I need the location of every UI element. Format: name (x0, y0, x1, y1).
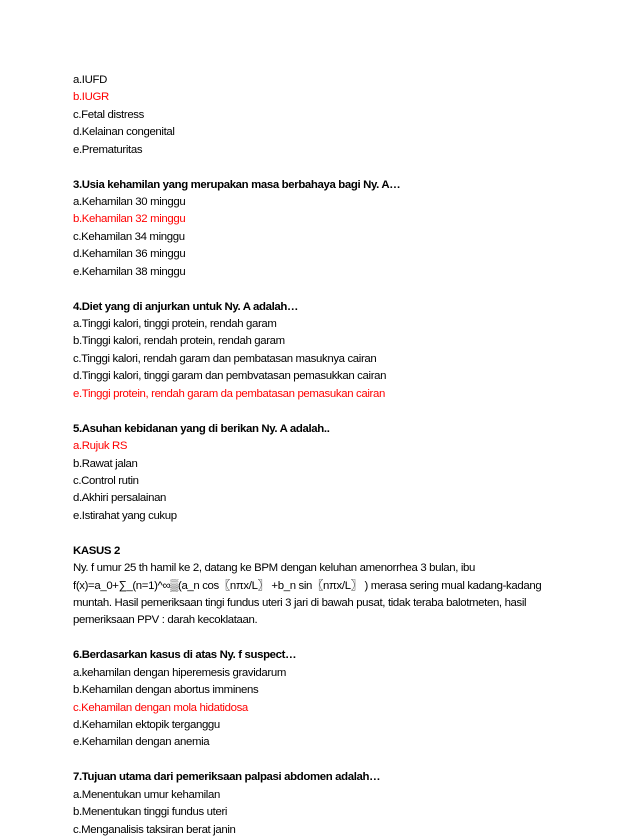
case-2-title: KASUS 2 (73, 544, 120, 557)
question-4-text: 4.Diet yang di anjurkan untuk Ny. A adalah… (73, 300, 299, 313)
option-c: c.Fetal distress (73, 108, 144, 121)
option-b: b.Menentukan tinggi fundus uteri (73, 806, 228, 819)
option-a: a.Menentukan umur kehamilan (73, 788, 220, 801)
question-5 (73, 421, 573, 525)
question-4 (73, 299, 573, 403)
option-c: c.Menganalisis taksiran berat janin (73, 823, 236, 836)
spacer (73, 752, 573, 770)
option-d: d.Kehamilan 36 minggu (73, 248, 186, 261)
option-b: b.Tinggi kalori, rendah protein, rendah garam (73, 335, 285, 348)
spacer (73, 159, 573, 177)
option-c: c.Kehamilan 34 minggu (73, 230, 185, 243)
option-a: a.Kehamilan 30 minggu (73, 196, 186, 209)
option-e: e.Istirahat yang cukup (73, 509, 177, 522)
option-a: a.Tinggi kalori, tinggi protein, rendah garam (73, 318, 277, 331)
option-b: b.Kehamilan dengan abortus imminens (73, 684, 259, 697)
option-d: d.Tinggi kalori, tinggi garam dan pembvatasan pemasukkan cairan (73, 370, 387, 383)
option-b: b.Rawat jalan (73, 457, 138, 470)
spacer (73, 630, 573, 648)
question-6-text: 6.Berdasarkan kasus di atas Ny. f suspect… (73, 649, 297, 662)
option-d: d.Kehamilan ektopik terganggu (73, 718, 220, 731)
case-2-line-2: f(x)=a_0+∑_(n=1)^∞▒(a_n cos〖nπx/L〗 +b_n sin〖nπx/L〗 ) merasa sering mual kadang-kadang (73, 579, 542, 592)
option-a: a.kehamilan dengan hiperemesis gravidarum (73, 666, 286, 679)
case-2-line-1: Ny. f umur 25 th hamil ke 2, datang ke BPM dengan keluhan amenorrhea 3 bulan, ibu (73, 562, 476, 575)
option-e-answer: e.Tinggi protein, rendah garam da pembatasan pemasukan cairan (73, 387, 385, 400)
question-5-text: 5.Asuhan kebidanan yang di berikan Ny. A adalah.. (73, 422, 330, 435)
case-2-line-4: pemeriksaan PPV : darah kecoklataan. (73, 614, 258, 627)
option-a: a.IUFD (73, 74, 107, 86)
option-c-answer: c.Kehamilan dengan mola hidatidosa (73, 701, 248, 714)
option-e: e.Kehamilan dengan anemia (73, 736, 210, 749)
spacer (73, 281, 573, 299)
option-d: d.Kelainan congenital (73, 126, 175, 139)
question-3-text: 3.Usia kehamilan yang merupakan masa berbahaya bagi Ny. A… (73, 178, 401, 191)
option-d: d.Akhiri persalainan (73, 492, 167, 505)
option-e: e.Kehamilan 38 minggu (73, 265, 186, 278)
case-2-line-3: muntah. Hasil pemeriksaan tingi fundus uteri 3 jari di bawah pusat, tidak teraba balotmeten, hasil (73, 596, 527, 609)
question-3 (73, 177, 573, 281)
option-c: c.Tinggi kalori, rendah garam dan pembatasan masuknya cairan (73, 352, 377, 365)
option-e: e.Prematuritas (73, 143, 143, 156)
option-c: c.Control rutin (73, 474, 139, 487)
spacer (73, 403, 573, 421)
question-7 (73, 769, 573, 839)
option-b-answer: b.IUGR (73, 91, 109, 104)
question-6 (73, 647, 573, 751)
document-page (73, 72, 573, 839)
case-2 (73, 543, 573, 630)
spacer (73, 525, 573, 543)
option-a-answer: a.Rujuk RS (73, 440, 128, 453)
question-7-text: 7.Tujuan utama dari pemeriksaan palpasi abdomen adalah… (73, 771, 381, 784)
block1-options (73, 72, 573, 159)
option-b-answer: b.Kehamilan 32 minggu (73, 213, 186, 226)
